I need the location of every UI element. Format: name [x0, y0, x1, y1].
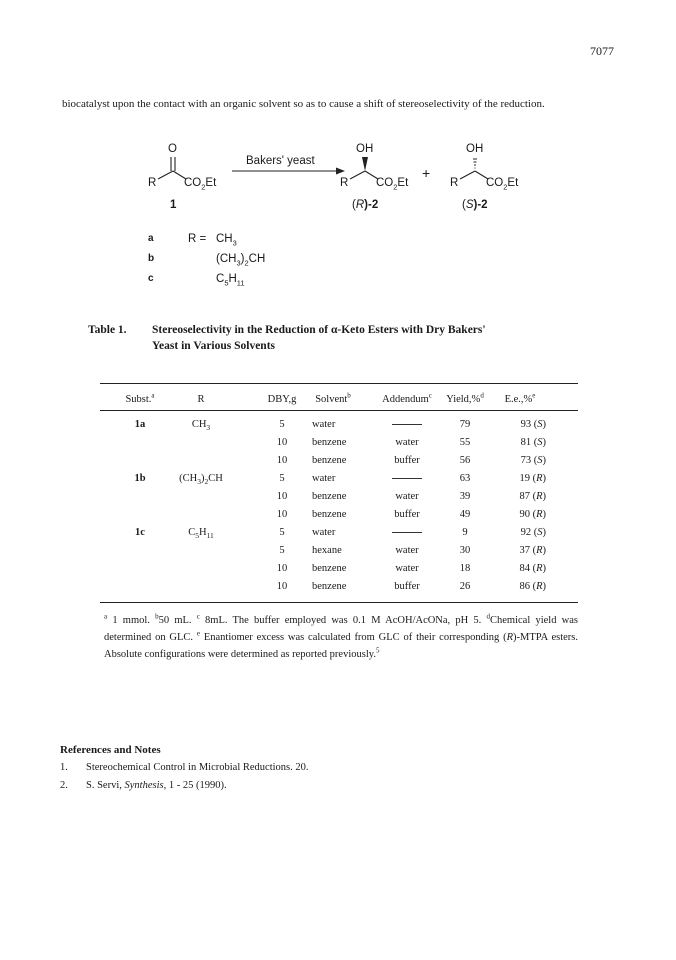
cell-dby: 5	[279, 545, 285, 556]
product-r-r: R	[340, 177, 349, 189]
substrate-label: 1c	[135, 527, 145, 538]
cell-yield: 18	[459, 563, 471, 574]
cell-dby: 5	[279, 473, 285, 484]
em-dash	[392, 532, 422, 533]
table-header-rule	[100, 410, 578, 411]
cell-solvent: benzene	[312, 563, 347, 574]
header-addendum: Addendum$^c$	[382, 391, 432, 405]
reagent-label: Bakers' yeast	[246, 155, 315, 167]
reference-2-text: S. Servi, Synthesis, 1 - 25 (1990).	[86, 780, 227, 791]
cell-addendum: buffer	[394, 509, 420, 520]
product-r-oh: OH	[356, 143, 374, 155]
cell-addendum	[374, 419, 440, 430]
table-title-line-2: Yeast in Various Solvents	[152, 340, 276, 352]
product-r-ester: $CO_2Et$	[376, 177, 409, 192]
substituent-formula-b: $(CH_3)_2CH$	[216, 253, 266, 268]
table-top-rule	[100, 383, 578, 384]
em-dash	[392, 478, 422, 479]
substituent-key-b: b	[148, 253, 155, 264]
references-heading: References and Notes	[60, 744, 161, 756]
page-number: 7077	[590, 44, 614, 58]
cell-solvent: water	[312, 473, 336, 484]
cell-yield: 30	[459, 545, 471, 556]
reaction-scheme	[140, 143, 560, 303]
table-footnotes: $^a$ 1 mmol. $^b$50 mL. $^c$ 8mL. The buffer employed was 0.1 M AcOH/AcONa, pH 5. $^d$Chemical yield was determined on GLC. $^e$ Enantiomer excess was calculated from GLC of their corresponding (R)-MTPA esters. Absolute configurations were determined as reported previously.$^5$	[104, 612, 579, 660]
cell-solvent: benzene	[312, 455, 347, 466]
substrate-label: 1a	[134, 419, 146, 430]
reference-1-text: Stereochemical Control in Microbial Reductions. 20.	[86, 762, 309, 773]
substituent-formula-c: $C_5H_{11}$	[216, 273, 245, 288]
plus-sign: +	[422, 165, 431, 181]
cell-yield: 79	[459, 419, 471, 430]
cell-solvent: water	[312, 419, 336, 430]
cell-addendum: water	[395, 437, 419, 448]
cell-addendum: water	[395, 491, 419, 502]
header-subst: Subst.$^a$	[125, 391, 155, 405]
cell-addendum	[374, 527, 440, 538]
reference-2-number: 2.	[60, 780, 68, 791]
substituent-r: $(CH_3)_2CH$	[179, 473, 223, 487]
cell-ee: 37 (R)	[519, 545, 546, 556]
product-s-oh: OH	[466, 143, 484, 155]
compound-1-oxygen: O	[168, 143, 177, 155]
cell-dby: 5	[279, 527, 285, 538]
header-dby: DBY,g	[267, 394, 297, 405]
reference-1-number: 1.	[60, 762, 68, 773]
cell-ee: 84 (R)	[519, 563, 546, 574]
substrate-label: 1b	[134, 473, 146, 484]
cell-solvent: hexane	[312, 545, 342, 556]
cell-addendum: water	[395, 545, 419, 556]
product-s-r: R	[450, 177, 459, 189]
cell-addendum: buffer	[394, 581, 420, 592]
cell-ee: 86 (R)	[519, 581, 546, 592]
cell-dby: 5	[279, 419, 285, 430]
cell-yield: 26	[459, 581, 471, 592]
table-title-line-1: Stereoselectivity in the Reduction of α-Keto Esters with Dry Bakers'	[152, 324, 486, 336]
cell-yield: 63	[459, 473, 471, 484]
cell-solvent: benzene	[312, 437, 347, 448]
cell-yield: 56	[459, 455, 471, 466]
table-bottom-rule	[100, 602, 578, 603]
cell-solvent: benzene	[312, 581, 347, 592]
cell-addendum: water	[395, 563, 419, 574]
intro-text: biocatalyst upon the contact with an organic solvent so as to cause a shift of stereoselectivity of the reduction.	[62, 98, 545, 110]
cell-addendum	[374, 473, 440, 484]
substituent-key-c: c	[148, 273, 154, 284]
header-solvent: Solvent$^b$	[315, 391, 351, 405]
substituent-r: $CH_3$	[191, 419, 211, 433]
product-s-label: (S)-2	[462, 199, 488, 211]
cell-ee: 90 (R)	[519, 509, 546, 520]
cell-ee: 73 (S)	[520, 455, 546, 466]
cell-yield: 55	[459, 437, 471, 448]
cell-dby: 10	[276, 581, 288, 592]
cell-ee: 19 (R)	[519, 473, 546, 484]
compound-1-r: R	[148, 177, 157, 189]
cell-dby: 10	[276, 563, 288, 574]
product-s-ester: $CO_2Et$	[486, 177, 519, 192]
cell-dby: 10	[276, 455, 288, 466]
cell-yield: 39	[459, 491, 471, 502]
cell-solvent: benzene	[312, 509, 347, 520]
compound-1-label: 1	[170, 199, 177, 211]
table-label: Table 1.	[88, 324, 127, 336]
scheme-bonds	[140, 143, 560, 303]
header-r: R	[197, 394, 205, 405]
cell-dby: 10	[276, 491, 288, 502]
cell-solvent: benzene	[312, 491, 347, 502]
cell-addendum: buffer	[394, 455, 420, 466]
product-r-label: (R)-2	[352, 199, 379, 211]
substituent-prefix-a: R =	[188, 233, 207, 245]
em-dash	[392, 424, 422, 425]
cell-dby: 10	[276, 509, 288, 520]
header-yield: Yield,%$^d$	[446, 391, 484, 405]
cell-ee: 92 (S)	[520, 527, 546, 538]
cell-yield: 9	[462, 527, 468, 538]
cell-dby: 10	[276, 437, 288, 448]
cell-yield: 49	[459, 509, 471, 520]
cell-ee: 87 (R)	[519, 491, 546, 502]
substituent-formula-a: $CH_3$	[216, 233, 237, 248]
compound-1-ester: $CO_2Et$	[184, 177, 217, 192]
cell-solvent: water	[312, 527, 336, 538]
cell-ee: 81 (S)	[520, 437, 546, 448]
substituent-key-a: a	[148, 233, 154, 244]
header-ee: E.e.,%$^e$	[504, 391, 536, 405]
substituent-r: $C_5H_{11}$	[188, 527, 214, 541]
cell-ee: 93 (S)	[520, 419, 546, 430]
